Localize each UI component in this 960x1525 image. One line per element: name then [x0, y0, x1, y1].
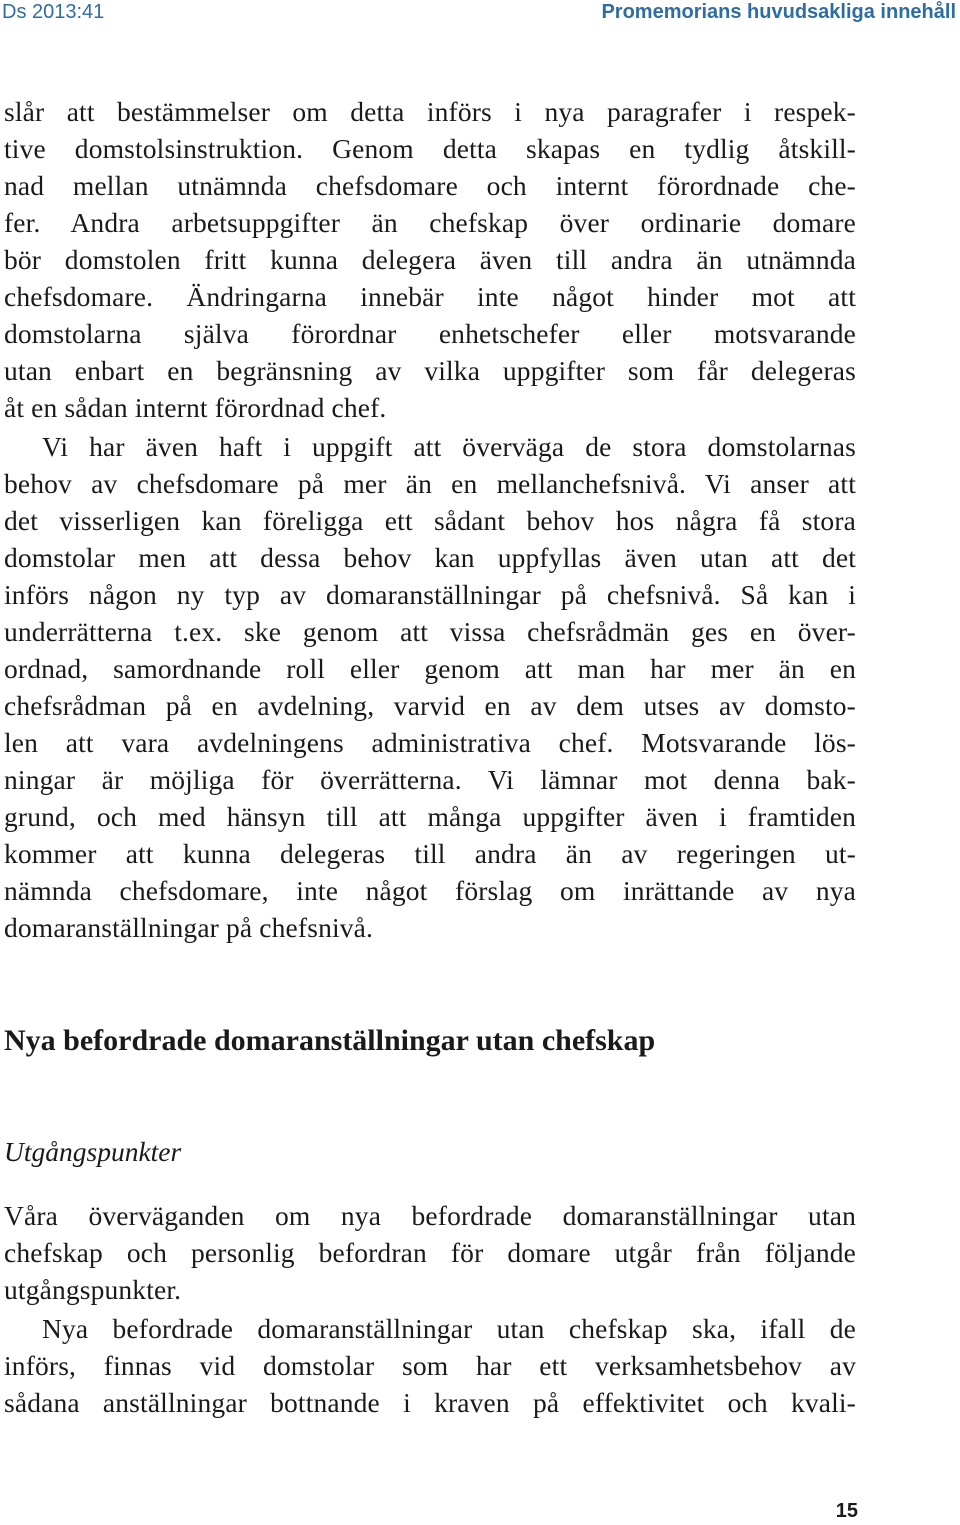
- text-line: chefsrådman på en avdelning, varvid en av dem utses av domsto-: [4, 690, 856, 721]
- text-line: fer. Andra arbetsuppgifter än chefskap över ordinarie domare: [4, 207, 856, 238]
- text-line: tive domstolsinstruktion. Genom detta skapas en tydlig åtskill-: [4, 133, 856, 164]
- section-heading: Nya befordrade domaranställningar utan chefskap: [4, 1024, 656, 1057]
- text-line: utan enbart en begränsning av vilka uppgifter som får delegeras: [4, 355, 856, 386]
- text-line: len att vara avdelningens administrativa chef. Motsvarande lös-: [4, 727, 856, 758]
- text-line: chefskap och personlig befordran för domare utgår från följande: [4, 1237, 856, 1268]
- text-line: domstolar men att dessa behov kan uppfyllas även utan att det: [4, 542, 856, 573]
- text-line: införs, finnas vid domstolar som har ett verksamhetsbehov av: [4, 1350, 856, 1381]
- text-line: införs någon ny typ av domaranställningar på chefsnivå. Så kan i: [4, 579, 856, 610]
- text-line: sådana anställningar bottnande i kraven på effektivitet och kvali-: [4, 1387, 856, 1418]
- page-number: 15: [835, 1500, 858, 1522]
- text-line: domaranställningar på chefsnivå.: [4, 912, 374, 943]
- text-line: grund, och med hänsyn till att många uppgifter även i framtiden: [4, 801, 856, 832]
- text-line: ningar är möjliga för överrätterna. Vi lämnar mot denna bak-: [4, 764, 856, 795]
- text-line: domstolarna själva förordnar enhetschefer eller motsvarande: [4, 318, 856, 349]
- text-line: slår att bestämmelser om detta införs i nya paragrafer i respek-: [4, 96, 856, 127]
- text-line: åt en sådan internt förordnad chef.: [4, 392, 387, 423]
- text-line: det visserligen kan föreligga ett sådant behov hos några få stora: [4, 505, 856, 536]
- text-line: Nya befordrade domaranställningar utan chefskap ska, ifall de: [42, 1313, 856, 1344]
- document-id: Ds 2013:41: [2, 1, 105, 23]
- text-line: nad mellan utnämnda chefsdomare och internt förordnade che-: [4, 170, 856, 201]
- text-line: Vi har även haft i uppgift att överväga de stora domstolarnas: [42, 431, 856, 462]
- text-line: chefsdomare. Ändringarna innebär inte något hinder mot att: [4, 281, 856, 312]
- text-line: ordnad, samordnande roll eller genom att man har mer än en: [4, 653, 856, 684]
- text-line: Våra överväganden om nya befordrade domaranställningar utan: [4, 1200, 856, 1231]
- text-line: kommer att kunna delegeras till andra än av regeringen ut-: [4, 838, 856, 869]
- text-line: underrätterna t.ex. ske genom att vissa chefsrådmän ges en över-: [4, 616, 856, 647]
- text-line: utgångspunkter.: [4, 1274, 182, 1305]
- text-line: nämnda chefsdomare, inte något förslag om inrättande av nya: [4, 875, 856, 906]
- text-line: bör domstolen fritt kunna delegera även till andra än utnämnda: [4, 244, 856, 275]
- subheading: Utgångspunkter: [4, 1136, 182, 1167]
- text-line: behov av chefsdomare på mer än en mellanchefsnivå. Vi anser att: [4, 468, 856, 499]
- running-header: [0, 0, 960, 26]
- section-title: Promemorians huvudsakliga innehåll: [601, 1, 956, 23]
